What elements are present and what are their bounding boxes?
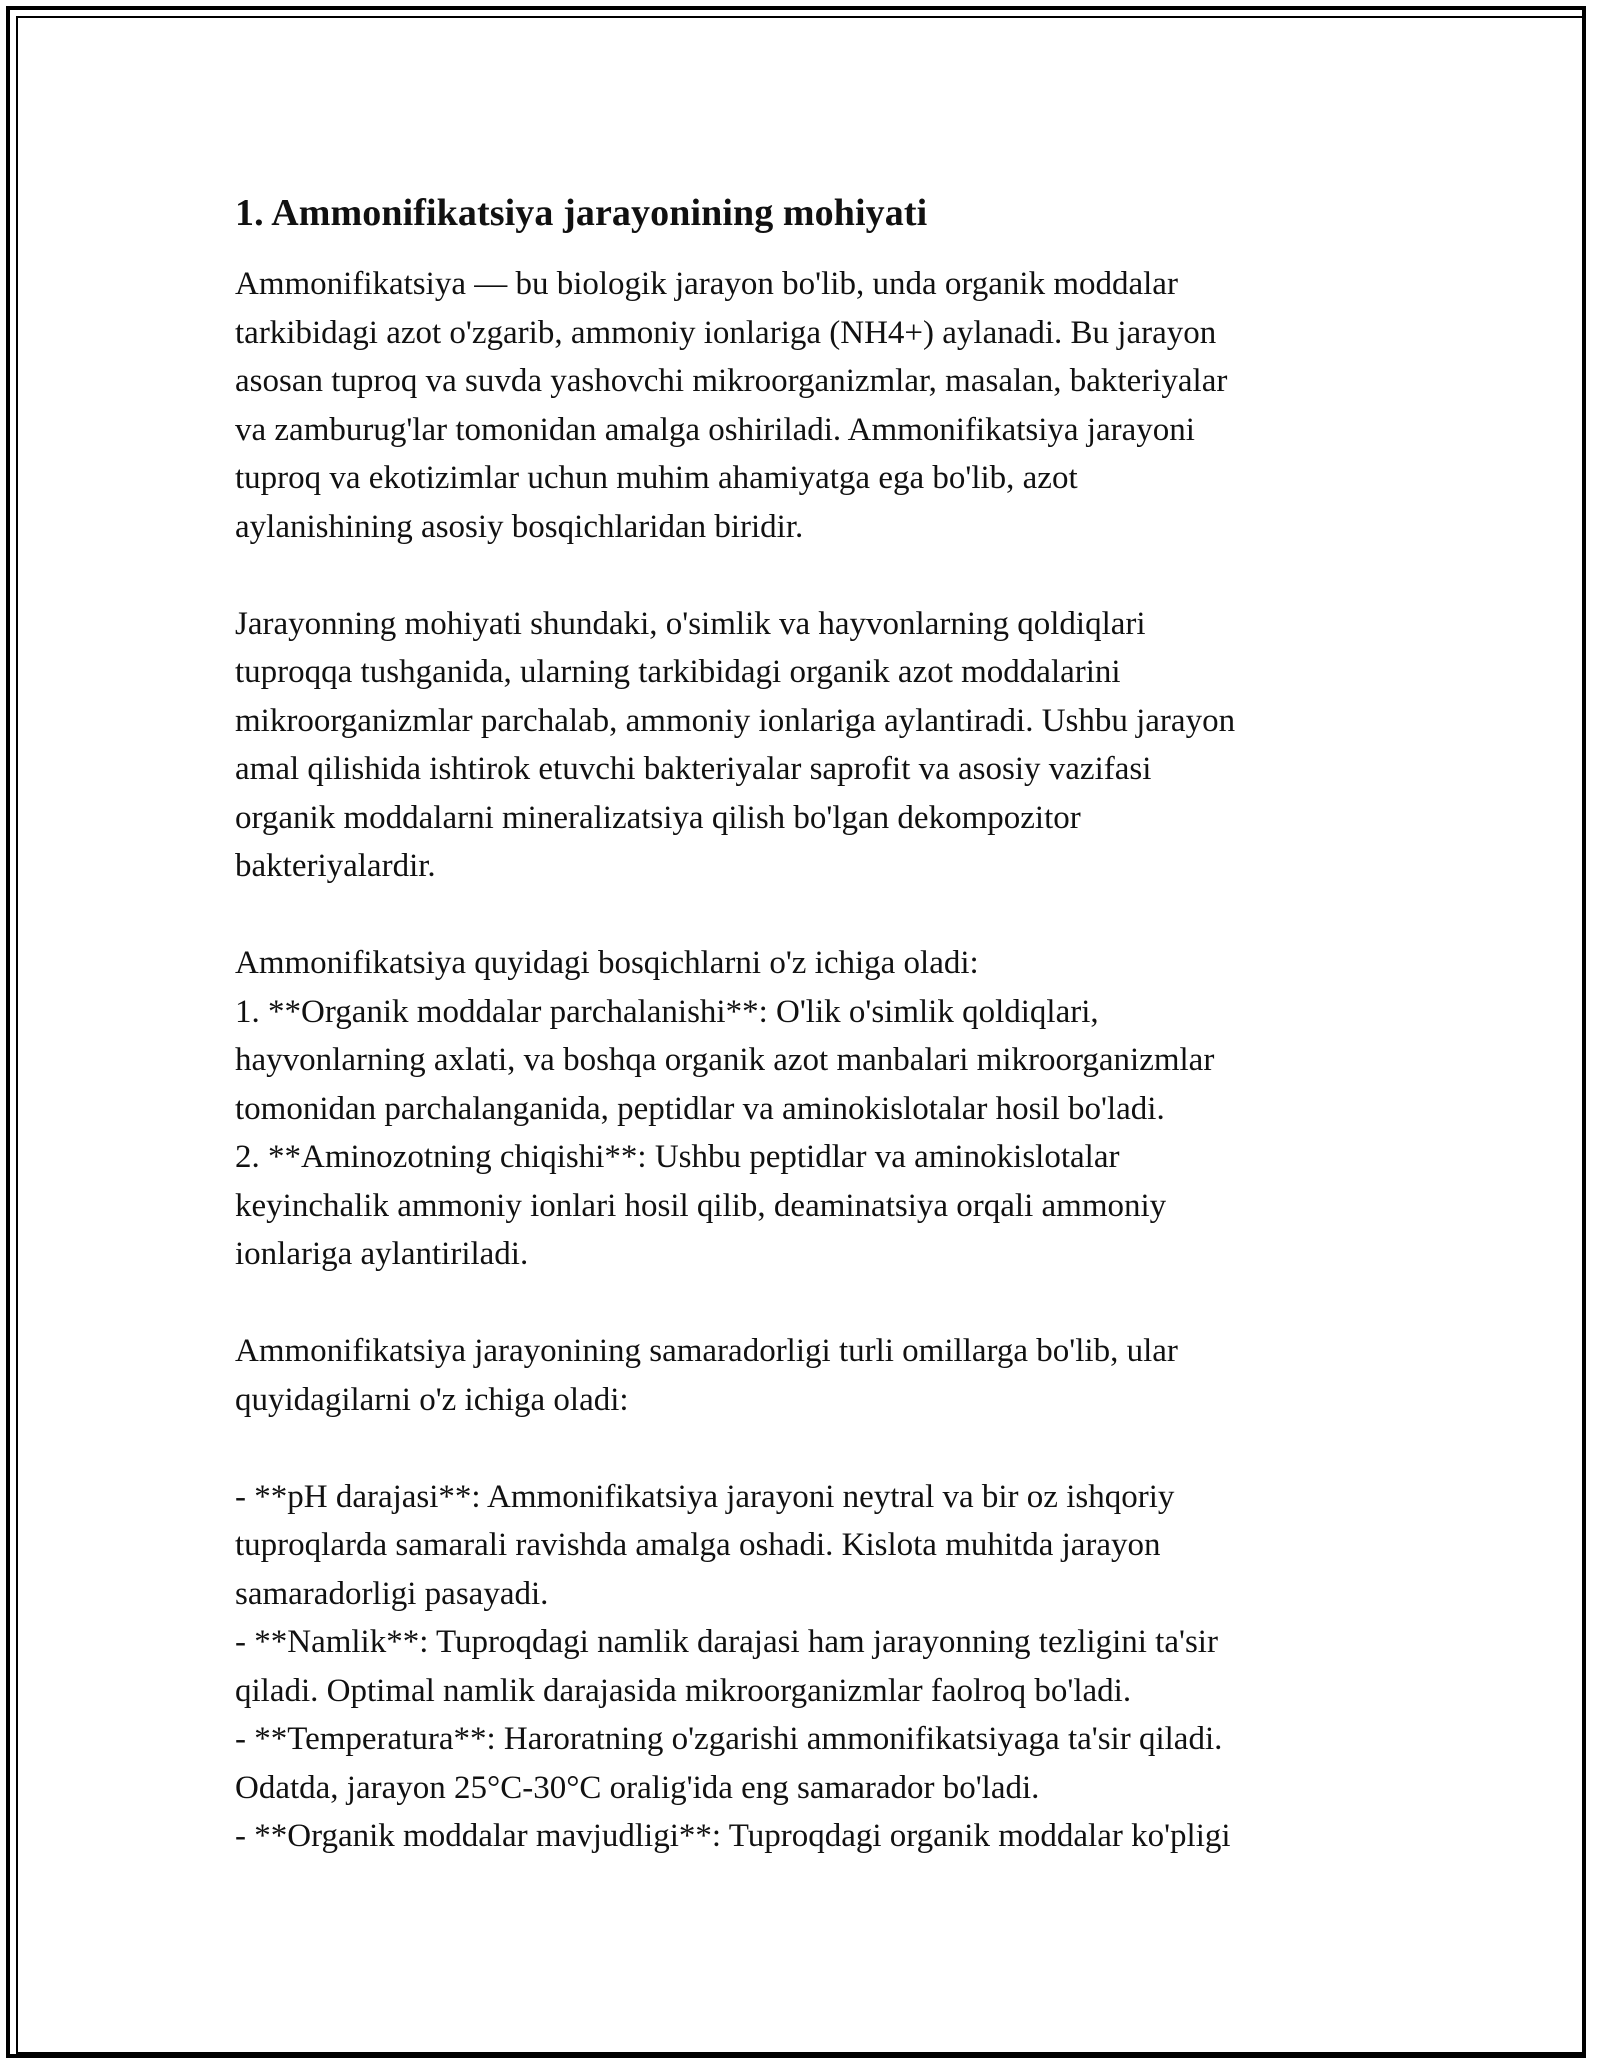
- text-line: samaradorligi pasayadi.: [235, 1575, 549, 1612]
- text-line: organik moddalarni mineralizatsiya qilish bo'lgan dekompozitor: [235, 799, 1081, 836]
- document-body: [235, 188, 1370, 1861]
- paragraph-essence: [235, 600, 1370, 891]
- text-line: quyidagilarni o'z ichiga oladi:: [235, 1381, 629, 1418]
- text-line: tuproqlarda samarali ravishda amalga oshadi. Kislota muhitda jarayon: [235, 1527, 1161, 1563]
- paragraph-factors-list: [235, 1473, 1370, 1861]
- text-line: aylanishining asosiy bosqichlaridan biridir.: [235, 508, 804, 545]
- paragraph-gap: [235, 891, 1370, 940]
- text-line: Ammonifikatsiya quyidagi bosqichlarni o'z ichiga oladi:: [235, 945, 979, 981]
- text-line: Ammonifikatsiya jarayonining samaradorligi turli omillarga bo'lib, ular: [235, 1333, 1178, 1369]
- text-line: Ammonifikatsiya — bu biologik jarayon bo'lib, unda organik moddalar: [235, 266, 1178, 302]
- text-line: qiladi. Optimal namlik darajasida mikroorganizmlar faolroq bo'ladi.: [235, 1672, 1132, 1709]
- text-line: asosan tuproq va suvda yashovchi mikroorganizmlar, masalan, bakteriyalar: [235, 363, 1228, 399]
- text-line: mikroorganizmlar parchalab, ammoniy ionlariga aylantiradi. Ushbu jarayon: [235, 702, 1236, 739]
- text-line: keyinchalik ammoniy ionlari hosil qilib, deaminatsiya orqali ammoniy: [235, 1187, 1167, 1224]
- text-line: 1. **Organik moddalar parchalanishi**: O'lik o'simlik qoldiqlari,: [235, 993, 1099, 1030]
- paragraph-efficiency: [235, 1327, 1370, 1424]
- paragraph-gap: [235, 551, 1370, 600]
- text-line: Odatda, jarayon 25°C-30°C oralig'ida eng samarador bo'ladi.: [235, 1769, 1040, 1806]
- text-line: hayvonlarning axlati, va boshqa organik azot manbalari mikroorganizmlar: [235, 1042, 1215, 1078]
- paragraph-gap: [235, 1424, 1370, 1473]
- text-line: tomonidan parchalanganida, peptidlar va aminokislotalar hosil bo'ladi.: [235, 1090, 1165, 1127]
- text-line: 2. **Aminozotning chiqishi**: Ushbu peptidlar va aminokislotalar: [235, 1139, 1120, 1175]
- text-line: bakteriyalardir.: [235, 848, 436, 884]
- text-line: - **pH darajasi**: Ammonifikatsiya jarayoni neytral va bir oz ishqoriy: [235, 1478, 1175, 1515]
- paragraph-stages: [235, 939, 1370, 1279]
- text-line: tuproq va ekotizimlar uchun muhim ahamiyatga ega bo'lib, azot: [235, 460, 1078, 496]
- text-line: Jarayonning mohiyati shundaki, o'simlik va hayvonlarning qoldiqlari: [235, 605, 1146, 642]
- paragraph-definition: [235, 260, 1370, 551]
- text-line: tuproqqa tushganida, ularning tarkibidagi organik azot moddalarini: [235, 654, 1121, 690]
- text-line: ionlariga aylantiriladi.: [235, 1236, 529, 1272]
- text-line: va zamburug'lar tomonidan amalga oshiriladi. Ammonifikatsiya jarayoni: [235, 411, 1195, 448]
- paragraph-gap: [235, 1279, 1370, 1328]
- text-line: - **Organik moddalar mavjudligi**: Tuproqdagi organik moddalar ko'pligi: [235, 1818, 1231, 1854]
- text-line: - **Namlik**: Tuproqdagi namlik darajasi ham jarayonning tezligini ta'sir: [235, 1624, 1218, 1660]
- text-line: - **Temperatura**: Haroratning o'zgarishi ammonifikatsiyaga ta'sir qiladi.: [235, 1721, 1223, 1757]
- text-line: amal qilishida ishtirok etuvchi bakteriyalar saprofit va asosiy vazifasi: [235, 751, 1152, 787]
- text-line: tarkibidagi azot o'zgarib, ammoniy ionlariga (NH4+) aylanadi. Bu jarayon: [235, 314, 1217, 351]
- section-heading: 1. Ammonifikatsiya jarayonining mohiyati: [235, 192, 928, 234]
